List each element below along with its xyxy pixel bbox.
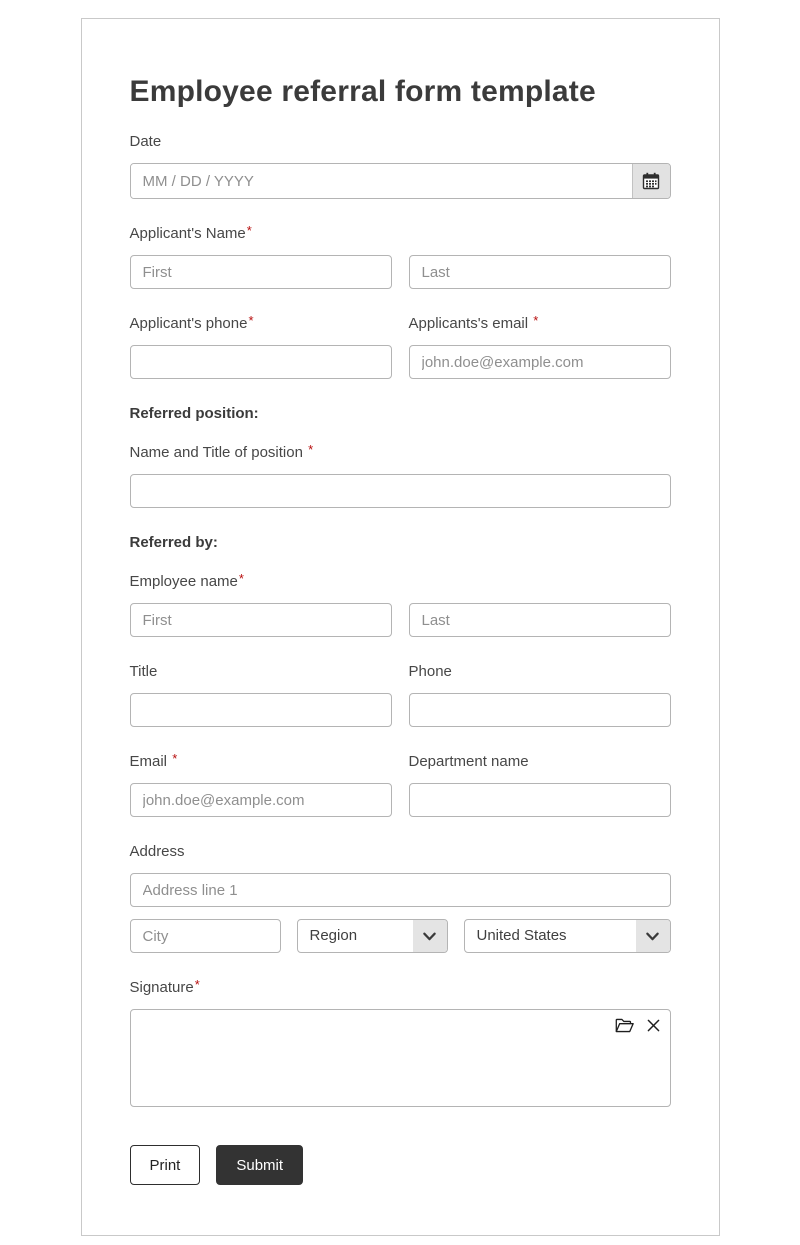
employee-name-label-text: Employee name <box>129 573 238 590</box>
required-asterisk: * <box>172 751 178 766</box>
required-asterisk: * <box>248 313 254 328</box>
employee-name-label <box>130 573 671 591</box>
city-input[interactable] <box>130 919 281 953</box>
country-select-value: United States <box>476 927 567 944</box>
employee-title-phone-group <box>130 663 671 727</box>
region-select[interactable] <box>297 919 448 953</box>
chevron-down-icon <box>636 920 670 952</box>
referred-position-heading: Referred position: <box>129 405 259 422</box>
applicant-name-label <box>130 225 671 243</box>
employee-email-label <box>130 753 392 771</box>
country-select[interactable] <box>464 919 671 953</box>
required-asterisk: * <box>246 223 252 238</box>
position-label-text: Name and Title of position <box>129 444 303 461</box>
date-field-group <box>130 133 671 199</box>
required-asterisk: * <box>308 442 314 457</box>
applicant-phone-label-text: Applicant's phone <box>129 315 248 332</box>
date-label: Date <box>129 133 162 150</box>
applicant-last-name-input[interactable] <box>409 255 671 289</box>
required-asterisk: * <box>533 313 539 328</box>
employee-last-name-input[interactable] <box>409 603 671 637</box>
applicant-email-input[interactable] <box>409 345 671 379</box>
employee-email-input[interactable] <box>130 783 392 817</box>
address-label: Address <box>129 843 185 860</box>
clear-x-icon[interactable] <box>647 1019 660 1032</box>
employee-title-input[interactable] <box>130 693 392 727</box>
calendar-icon <box>641 171 661 191</box>
chevron-down-icon <box>413 920 447 952</box>
employee-phone-input[interactable] <box>409 693 671 727</box>
date-input[interactable] <box>131 164 632 198</box>
employee-email-dept-group <box>130 753 671 817</box>
signature-pad[interactable] <box>130 1009 671 1107</box>
employee-title-label: Title <box>129 663 158 680</box>
submit-button[interactable]: Submit <box>216 1145 303 1185</box>
department-input[interactable] <box>409 783 671 817</box>
folder-open-icon[interactable] <box>615 1018 634 1033</box>
position-group <box>130 444 671 508</box>
required-asterisk: * <box>238 571 244 586</box>
department-label: Department name <box>408 753 529 770</box>
signature-group <box>130 979 671 1107</box>
applicant-name-label-text: Applicant's Name <box>129 225 246 242</box>
print-button[interactable]: Print <box>130 1145 201 1185</box>
date-input-wrap <box>130 163 671 199</box>
employee-phone-label: Phone <box>408 663 452 680</box>
applicant-phone-label <box>130 315 392 333</box>
position-input[interactable] <box>130 474 671 508</box>
page-title: Employee referral form template <box>129 75 596 108</box>
employee-email-label-text: Email <box>129 753 168 770</box>
form-actions <box>130 1145 671 1185</box>
address-group <box>130 843 671 953</box>
region-select-value: Region <box>309 927 358 944</box>
applicant-contact-group <box>130 315 671 379</box>
form-card <box>81 18 720 1236</box>
applicant-email-label-text: Applicants's email <box>408 315 529 332</box>
employee-name-group <box>130 573 671 637</box>
calendar-button[interactable] <box>632 164 670 198</box>
applicant-first-name-input[interactable] <box>130 255 392 289</box>
position-label <box>130 444 671 462</box>
employee-first-name-input[interactable] <box>130 603 392 637</box>
applicant-name-group <box>130 225 671 289</box>
address-line1-input[interactable] <box>130 873 671 907</box>
referred-by-heading: Referred by: <box>129 534 218 551</box>
signature-label-text: Signature <box>129 979 194 996</box>
signature-label <box>130 979 671 997</box>
applicant-phone-input[interactable] <box>130 345 392 379</box>
required-asterisk: * <box>194 977 200 992</box>
applicant-email-label <box>409 315 671 333</box>
